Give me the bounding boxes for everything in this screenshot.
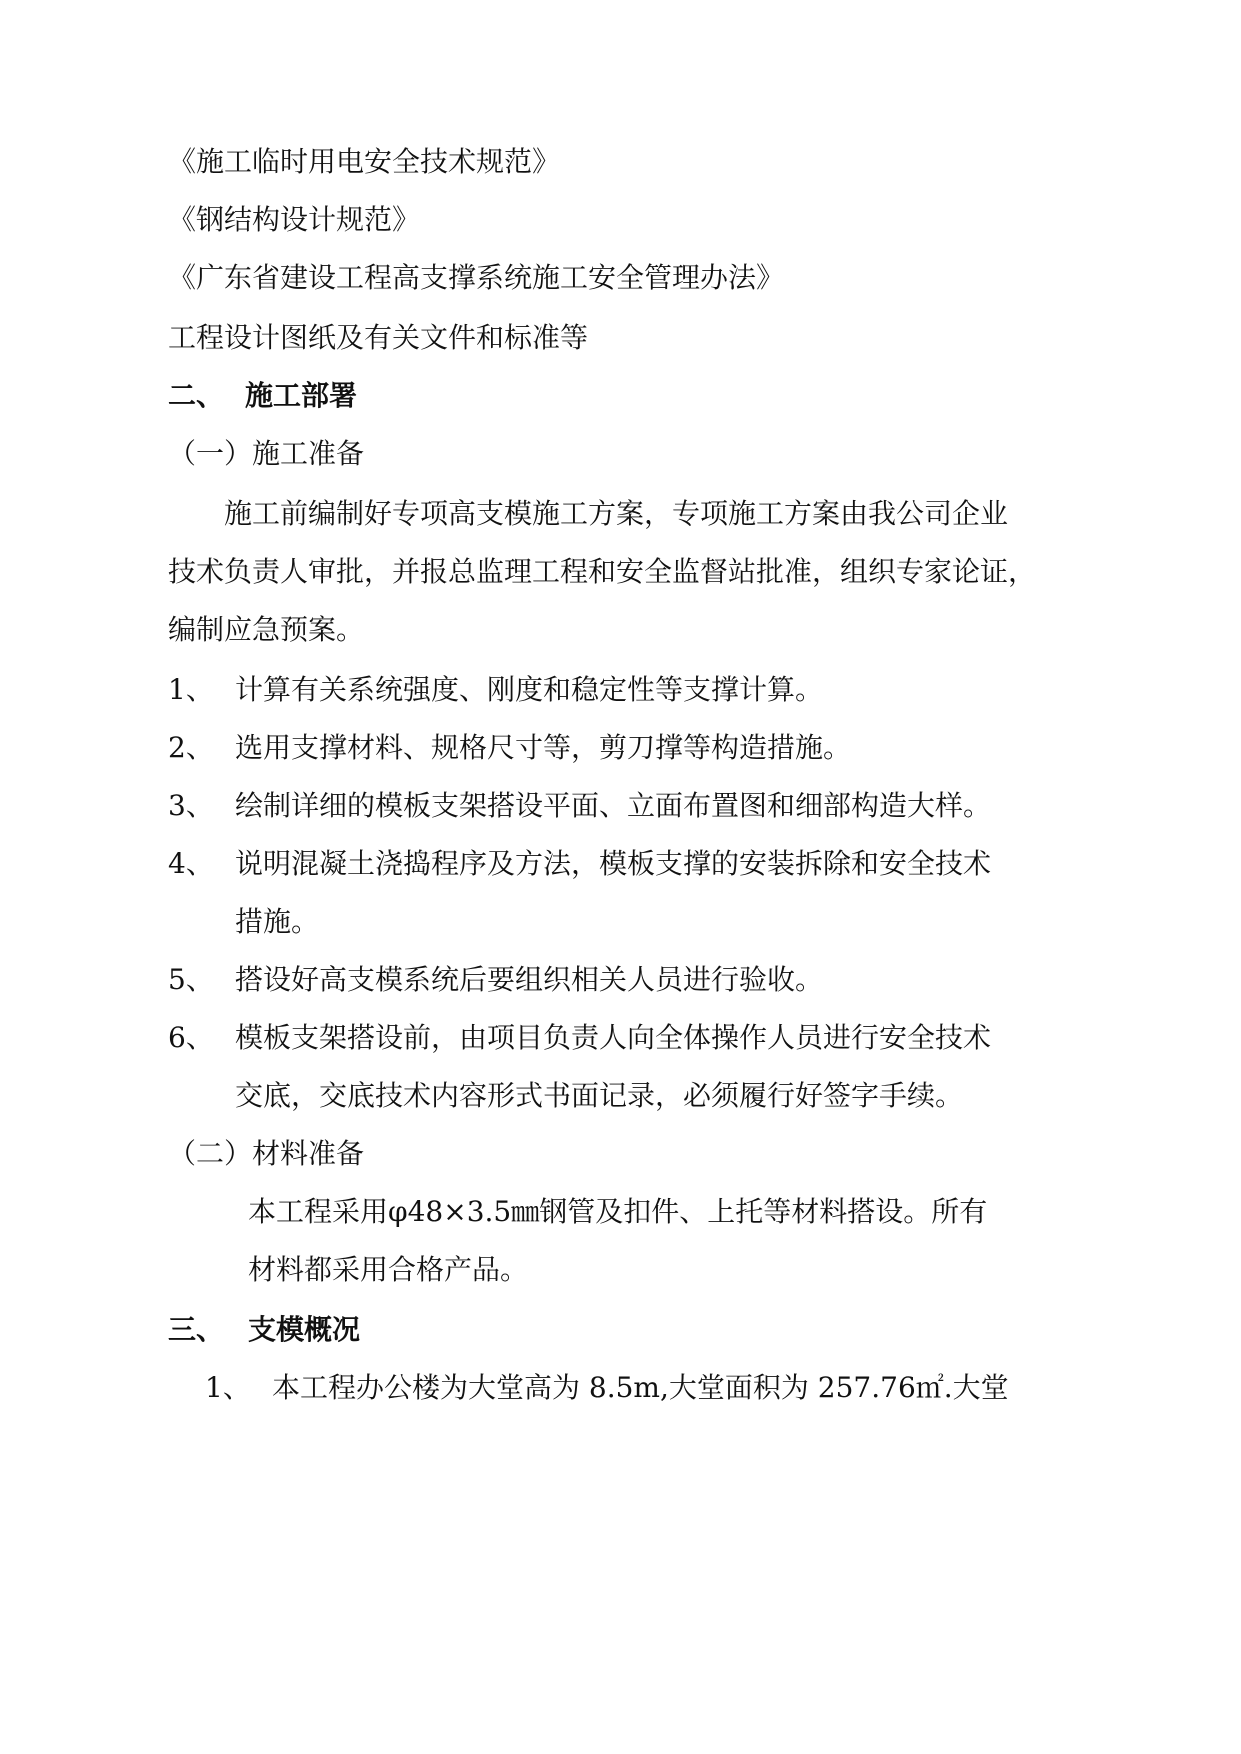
list-item-text: 绘制详细的模板支架搭设平面、立面布置图和细部构造大样。 bbox=[235, 789, 992, 822]
reference-line: 《施工临时用电安全技术规范》 bbox=[168, 145, 561, 178]
list-item-text: 搭设好高支模系统后要组织相关人员进行验收。 bbox=[235, 963, 824, 996]
list-item-text: 选用支撑材料、规格尺寸等，剪刀撑等构造措施。 bbox=[235, 731, 852, 764]
reference-line: 《广东省建设工程高支撑系统施工安全管理办法》 bbox=[168, 261, 785, 294]
paragraph-line: 材料都采用合格产品。 bbox=[248, 1253, 529, 1286]
section-number: 二、 bbox=[168, 379, 225, 412]
list-item-number: 4、 bbox=[168, 847, 214, 880]
section-number: 三、 bbox=[168, 1313, 225, 1346]
paragraph-line: 编制应急预案。 bbox=[168, 613, 365, 646]
section-title: 施工部署 bbox=[245, 379, 358, 412]
list-item-text: 说明混凝土浇捣程序及方法，模板支撑的安装拆除和安全技术 bbox=[235, 847, 992, 880]
reference-line: 《钢结构设计规范》 bbox=[168, 203, 421, 236]
list-item-number: 5、 bbox=[168, 963, 214, 996]
paragraph-line: 技术负责人审批，并报总监理工程和安全监督站批准，组织专家论证， bbox=[168, 555, 1037, 588]
list-item-number: 3、 bbox=[168, 789, 214, 822]
paragraph-line: 本工程采用φ48×3.5㎜钢管及扣件、上托等材料搭设。所有 bbox=[248, 1195, 988, 1228]
list-item-number: 1、 bbox=[168, 673, 214, 706]
reference-line: 工程设计图纸及有关文件和标准等 bbox=[168, 321, 589, 354]
list-item-text: 交底，交底技术内容形式书面记录，必须履行好签字手续。 bbox=[235, 1079, 964, 1112]
subsection-title: （二）材料准备 bbox=[168, 1137, 365, 1170]
list-item-number: 6、 bbox=[168, 1021, 214, 1054]
list-item-number: 1、 bbox=[205, 1371, 251, 1404]
subsection-title: （一）施工准备 bbox=[168, 437, 365, 470]
list-item-text: 计算有关系统强度、刚度和稳定性等支撑计算。 bbox=[235, 673, 824, 706]
list-item-text: 模板支架搭设前，由项目负责人向全体操作人员进行安全技术 bbox=[235, 1021, 992, 1054]
list-item-text: 措施。 bbox=[235, 905, 320, 938]
list-item-text: 本工程办公楼为大堂高为 8.5m,大堂面积为 257.76㎡.大堂 bbox=[272, 1371, 1009, 1404]
list-item-number: 2、 bbox=[168, 731, 214, 764]
section-title: 支模概况 bbox=[248, 1313, 361, 1346]
paragraph-line: 施工前编制好专项高支模施工方案，专项施工方案由我公司企业 bbox=[224, 497, 1009, 530]
